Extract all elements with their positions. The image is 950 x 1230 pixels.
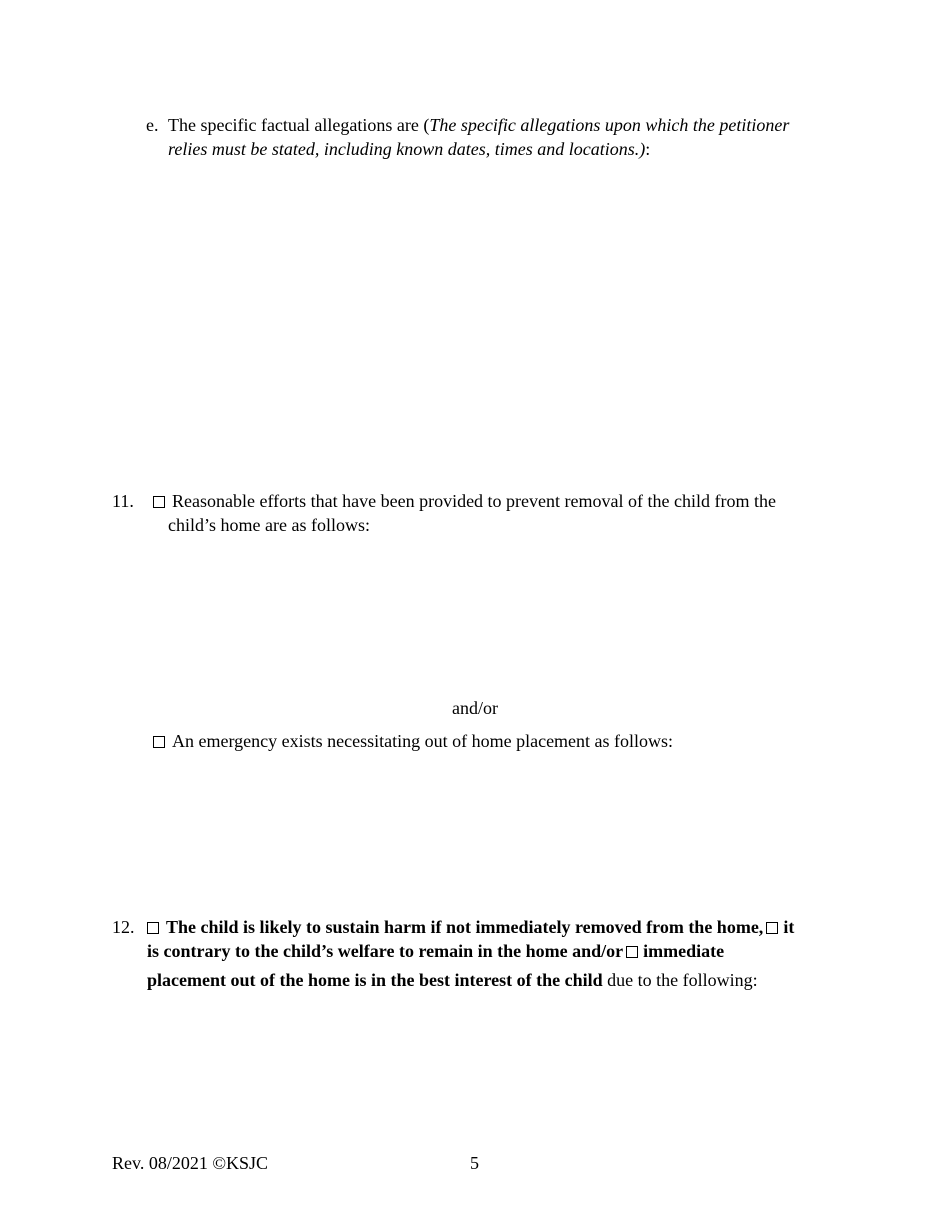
item-11-number: 11. xyxy=(112,491,134,511)
item-11-line1 xyxy=(153,489,776,513)
item-12-bold-part3a: immediate xyxy=(643,941,725,961)
reasonable-efforts-checkbox[interactable] xyxy=(153,496,165,508)
item-12-line2 xyxy=(147,939,724,963)
item-11-line2: child’s home are as follows: xyxy=(168,515,370,535)
item-12-line1 xyxy=(147,915,794,939)
item-12-bold-part2a: it xyxy=(783,917,795,937)
page-number: 5 xyxy=(470,1153,479,1173)
item-e-italic-line2: relies must be stated, including known dates, times and locations.) xyxy=(168,139,646,159)
likely-harm-checkbox[interactable] xyxy=(147,922,159,934)
item-e-text-before: The specific factual allegations are ( xyxy=(168,115,430,135)
item-e-text-after: : xyxy=(645,139,651,159)
immediate-placement-checkbox[interactable] xyxy=(626,946,638,958)
contrary-welfare-checkbox[interactable] xyxy=(766,922,778,934)
emergency-checkbox[interactable] xyxy=(153,736,165,748)
item-e-letter: e. xyxy=(146,115,159,135)
item-12-line3 xyxy=(147,968,758,992)
item-e-line2 xyxy=(168,137,650,161)
andor-text: and/or xyxy=(452,698,498,718)
item-12-number: 12. xyxy=(112,917,135,937)
item-12-bold-part3b: placement out of the home is in the best interest of the child xyxy=(147,970,603,990)
emergency-text: An emergency exists necessitating out of home placement as follows: xyxy=(172,731,674,751)
footer-revision: Rev. 08/2021 ©KSJC xyxy=(112,1153,269,1173)
emergency-line xyxy=(153,729,673,753)
item-12-bold-part2b: is contrary to the child’s welfare to remain in the home and/or xyxy=(147,941,624,961)
item-11-line1-text: Reasonable efforts that have been provided to prevent removal of the child from the xyxy=(172,491,776,511)
item-e-line1 xyxy=(168,113,789,137)
item-12-normal-tail: due to the following: xyxy=(607,970,758,990)
item-e-italic-line1: The specific allegations upon which the petitioner xyxy=(429,115,790,135)
item-12-bold-part1: The child is likely to sustain harm if not immediately removed from the home, xyxy=(166,917,764,937)
